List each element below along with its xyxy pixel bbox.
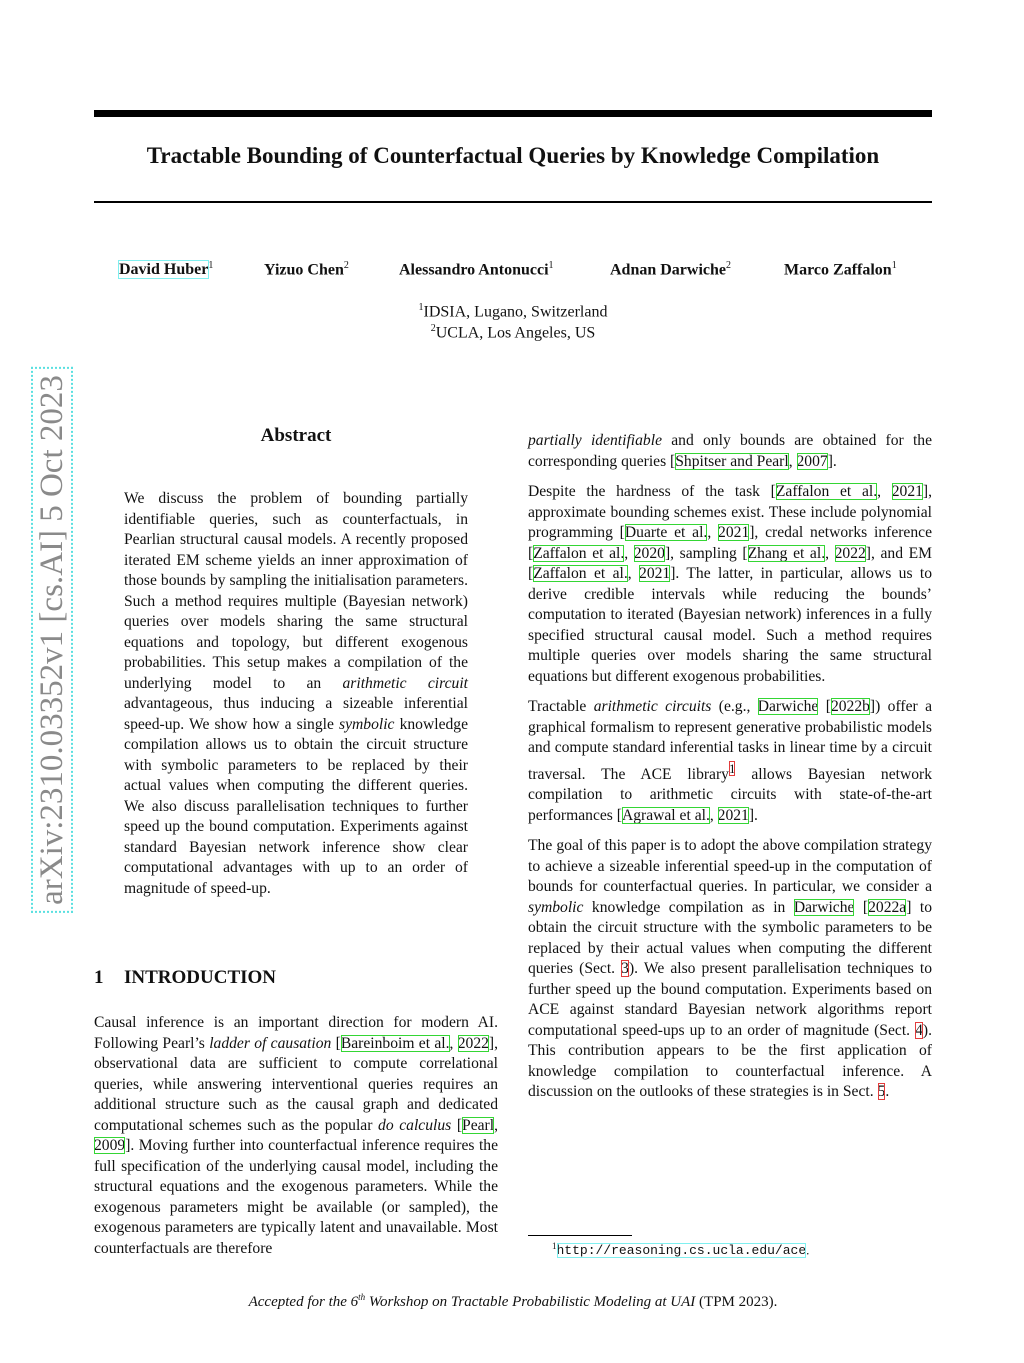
footnote-rule [528,1235,632,1236]
author-2: Yizuo Chen$^2$ [264,260,349,279]
citation-link[interactable]: 2021 [717,806,749,824]
citation-link[interactable]: Duarte et al. [624,524,708,541]
citation-link[interactable]: Zaffalon et al. [533,565,628,582]
intro-paragraph-1: Causal inference is an important direction for modern AI. Following Pearl’s ladder of causation [Bareinboim et al., 2022], observational data are sufficient to compute correlational queries, while answering interventional queries requires an additional structure such as the causal graph and dedicated computational schemes such as the popular do calculus [Pearl, 2009]. Moving further into counterfactual inference requires the full specification of the underlying causal model, including the structural equations and the exogenous parameters. While the exogenous parameters might be available (or sampled), the exogenous parameters are typically latent and unavailable. Most counterfactuals are therefore [94,1014,499,1257]
title-rule-top [94,110,932,117]
author-list [94,260,932,284]
citation-link[interactable]: 2021 [718,524,750,541]
abstract-text: We discuss the problem of bounding partially identifiable queries, such as counterfactuals, in Pearlian structural causal models. A recently proposed iterated EM scheme yields an inner approximation of those bounds by sampling the initialisation parameters. Such a method requires multiple (Bayesian network) queries over models sharing the same structural equations and topology, but different exogenous probabilities. This setup makes a compilation of the underlying model to an arithmetic circuit advantageous, thus inducing a sizeable inferential speed-up. We show how a single symbolic knowledge compilation allows us to obtain the circuit structure with symbolic parameters to be replaced by their actual values when computing the different queries. We also discuss parallelisation techniques to further speed up the bound computation. Experiments against standard Bayesian network inference show clear computational advantages with up to an order of magnitude of speed-up. [124,490,468,897]
author-4: Adnan Darwiche$^2$ [610,260,732,279]
citation-link[interactable]: 2007 [796,452,828,470]
citation-link[interactable]: 2009 [94,1137,126,1154]
footnote-url-link[interactable]: http://reasoning.cs.ucla.edu/ace [556,1243,807,1259]
intro-paragraph-4: The goal of this paper is to adopt the above compilation strategy to achieve a sizeable inferential speed-up in the computation of bounds for counterfactual queries. In particular, we consider a symbolic knowledge compilation as in Darwiche [2022a] to obtain the circuit structure with the symbolic parameters to be replaced by their actual values when computing the different queries (Sect. 3). We also present parallelisation techniques to further speed up the bound computation. Experiments based on ACE against standard Bayesian network algorithms report computational speed-ups up to an order of magnitude (Sect. 4). This contribution appears to be the first application of knowledge compilation to counterfactual inference. A discussion on the outlooks of these strategies is in Sect. 5. [528,837,932,1101]
citation-link[interactable]: Zhang et al. [747,544,826,562]
footnote-link[interactable]: 1 [728,760,736,776]
citation-link[interactable]: Bareinboim et al. [340,1034,450,1052]
citation-link[interactable]: 2022b [830,698,870,715]
citation-link[interactable]: Zaffalon et al. [533,544,625,562]
author-3: Alessandro Antonucci$^1$ [399,260,554,279]
citation-link[interactable]: 2022 [457,1034,489,1052]
citation-link[interactable]: 2022a [868,898,907,916]
author-5: Marco Zaffalon$^1$ [784,260,897,279]
footnote: $^1$http://reasoning.cs.ucla.edu/ace. [552,1241,810,1259]
intro-paragraph-1-cont: partially identifiable and only bounds are obtained for the corresponding queries [Shpitser and Pearl, 2007]. [528,432,933,470]
intro-paragraph-2: Despite the hardness of the task [Zaffalon et al., 2021], approximate bounding schemes exist. These include polynomial programming [Duarte et al., 2021], credal networks inference [Zaffalon et al., 2020], sampling [Zhang et al., 2022], and EM [Zaffalon et al., 2021]. The latter, in particular, allows us to derive credible intervals while reducing the bounds’ computation to iterated (Bayesian network) inferences in a fully specified structural causal model. Such a method requires multiple queries over models sharing the same structural equations but different exogenous probabilities. [528,483,933,685]
citation-link[interactable]: Shpitser and Pearl [675,452,789,470]
arxiv-id[interactable]: arXiv:2310.03352v1 [cs.AI] 5 Oct 2023 [31,367,73,913]
title-rule-bottom [94,201,932,203]
citation-link[interactable]: 2021 [891,483,923,500]
citation-link[interactable]: 2020 [633,544,665,562]
intro-right-column [528,431,932,1113]
citation-link[interactable]: Zaffalon et al. [775,483,878,500]
page-footer: Accepted for the 6th Workshop on Tractable Probabilistic Modeling at UAI (TPM 2023). [248,1292,778,1310]
citation-link[interactable]: 2021 [639,565,671,582]
section-ref-link[interactable]: 4 [915,1021,923,1039]
section-ref-link[interactable]: 3 [621,960,629,978]
arxiv-stamp[interactable] [33,352,71,927]
citation-link[interactable]: Darwiche [793,898,855,916]
paper-title: Tractable Bounding of Counterfactual Queries by Knowledge Compilation [146,143,880,168]
affiliation-2: $^2$UCLA, Los Angeles, US [430,323,596,342]
citation-link[interactable]: Agrawal et al. [621,806,710,824]
author-1-name[interactable]: David Huber [119,261,209,279]
citation-link[interactable]: Darwiche [757,698,819,715]
citation-link[interactable]: Pearl [462,1116,495,1134]
affiliation-1: $^1$IDSIA, Lugano, Switzerland [418,302,608,321]
section-heading-introduction: 1 INTRODUCTION [94,967,277,988]
intro-paragraph-3: Tractable arithmetic circuits (e.g., Darwiche [2022b]) offer a graphical formalism to represent generative probabilistic models and compute standard inferential tasks in linear time by a circuit traversal. The ACE library$^1$ allows Bayesian network compilation to arithmetic circuits with state-of-the-art performances [Agrawal et al., 2021]. [528,698,933,824]
citation-link[interactable]: 2022 [834,544,866,562]
author-1[interactable]: David Huber$^1$ [119,260,214,279]
section-ref-link[interactable]: 5 [877,1083,886,1101]
abstract-heading: Abstract [260,425,332,446]
